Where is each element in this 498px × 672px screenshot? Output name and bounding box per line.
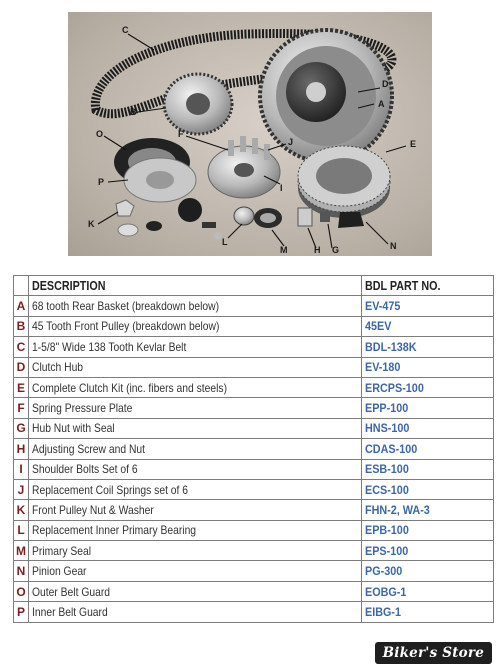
callout-k: K bbox=[88, 219, 95, 229]
header-description: DESCRIPTION bbox=[29, 276, 362, 296]
belt-drive-kit-illustration bbox=[68, 12, 432, 256]
parts-table bbox=[13, 275, 494, 623]
callout-c: C bbox=[122, 25, 129, 35]
table-row bbox=[14, 418, 494, 438]
row-letter: O bbox=[14, 581, 29, 601]
header-letter bbox=[14, 276, 29, 296]
callout-p: P bbox=[98, 177, 105, 187]
product-photo bbox=[68, 12, 432, 256]
row-letter: K bbox=[14, 500, 29, 520]
table-row bbox=[14, 541, 494, 561]
row-part-number: ERCPS-100 bbox=[362, 377, 494, 397]
row-letter: C bbox=[14, 337, 29, 357]
row-part-number: EV-475 bbox=[362, 296, 494, 316]
callout-b: B bbox=[130, 107, 137, 117]
row-letter: M bbox=[14, 541, 29, 561]
callout-f: F bbox=[178, 129, 184, 139]
spring-pressure-plate bbox=[208, 136, 280, 198]
row-description: Replacement Inner Primary Bearing bbox=[29, 520, 362, 540]
table-row bbox=[14, 398, 494, 418]
table-row bbox=[14, 520, 494, 540]
row-part-number: CDAS-100 bbox=[362, 439, 494, 459]
row-part-number: FHN-2, WA-3 bbox=[362, 500, 494, 520]
table-row bbox=[14, 500, 494, 520]
bikers-store-logo: Biker's Store bbox=[375, 642, 492, 664]
row-description: 68 tooth Rear Basket (breakdown below) bbox=[29, 296, 362, 316]
row-description: 1-5/8" Wide 138 Tooth Kevlar Belt bbox=[29, 337, 362, 357]
table-row bbox=[14, 439, 494, 459]
row-part-number: EPB-100 bbox=[362, 520, 494, 540]
row-part-number: EV-180 bbox=[362, 357, 494, 377]
callout-m: M bbox=[280, 245, 288, 255]
callout-n: N bbox=[390, 241, 397, 251]
row-part-number: HNS-100 bbox=[362, 418, 494, 438]
callout-l: L bbox=[222, 237, 228, 247]
table-row bbox=[14, 602, 494, 622]
row-description: Replacement Coil Springs set of 6 bbox=[29, 479, 362, 499]
row-description: Complete Clutch Kit (inc. fibers and steels) bbox=[29, 377, 362, 397]
table-row bbox=[14, 479, 494, 499]
table-row bbox=[14, 316, 494, 336]
row-letter: F bbox=[14, 398, 29, 418]
row-part-number: PG-300 bbox=[362, 561, 494, 581]
callout-o: O bbox=[96, 129, 104, 139]
table-row bbox=[14, 296, 494, 316]
callout-j: J bbox=[288, 137, 294, 147]
header-part-no: BDL PART NO. bbox=[362, 276, 494, 296]
row-part-number: EOBG-1 bbox=[362, 581, 494, 601]
row-description: Inner Belt Guard bbox=[29, 602, 362, 622]
row-letter: A bbox=[14, 296, 29, 316]
callout-d: D bbox=[382, 79, 389, 89]
row-letter: P bbox=[14, 602, 29, 622]
table-row bbox=[14, 377, 494, 397]
table-row bbox=[14, 337, 494, 357]
row-letter: B bbox=[14, 316, 29, 336]
callout-a: A bbox=[378, 99, 385, 109]
row-description: Pinion Gear bbox=[29, 561, 362, 581]
row-part-number: ESB-100 bbox=[362, 459, 494, 479]
row-description: Outer Belt Guard bbox=[29, 581, 362, 601]
row-part-number: EPS-100 bbox=[362, 541, 494, 561]
row-letter: D bbox=[14, 357, 29, 377]
row-description: Front Pulley Nut & Washer bbox=[29, 500, 362, 520]
row-letter: E bbox=[14, 377, 29, 397]
row-letter: L bbox=[14, 520, 29, 540]
table-row bbox=[14, 459, 494, 479]
row-description: Clutch Hub bbox=[29, 357, 362, 377]
row-part-number: EIBG-1 bbox=[362, 602, 494, 622]
row-letter: I bbox=[14, 459, 29, 479]
row-description: Hub Nut with Seal bbox=[29, 418, 362, 438]
table-row bbox=[14, 561, 494, 581]
row-description: Spring Pressure Plate bbox=[29, 398, 362, 418]
callout-h: H bbox=[314, 245, 321, 255]
row-description: 45 Tooth Front Pulley (breakdown below) bbox=[29, 316, 362, 336]
row-letter: H bbox=[14, 439, 29, 459]
clutch-plates bbox=[298, 146, 390, 218]
row-description: Primary Seal bbox=[29, 541, 362, 561]
callout-i: I bbox=[280, 183, 283, 193]
table-row bbox=[14, 581, 494, 601]
row-description: Adjusting Screw and Nut bbox=[29, 439, 362, 459]
row-part-number: ECS-100 bbox=[362, 479, 494, 499]
front-pulley bbox=[164, 74, 232, 134]
row-description: Shoulder Bolts Set of 6 bbox=[29, 459, 362, 479]
row-letter: N bbox=[14, 561, 29, 581]
table-header-row bbox=[14, 276, 494, 296]
row-part-number: 45EV bbox=[362, 316, 494, 336]
table-row bbox=[14, 357, 494, 377]
row-letter: J bbox=[14, 479, 29, 499]
rear-basket bbox=[260, 30, 392, 162]
callout-e: E bbox=[410, 139, 417, 149]
row-part-number: EPP-100 bbox=[362, 398, 494, 418]
callout-g: G bbox=[332, 245, 340, 255]
row-part-number: BDL-138K bbox=[362, 337, 494, 357]
row-letter: G bbox=[14, 418, 29, 438]
